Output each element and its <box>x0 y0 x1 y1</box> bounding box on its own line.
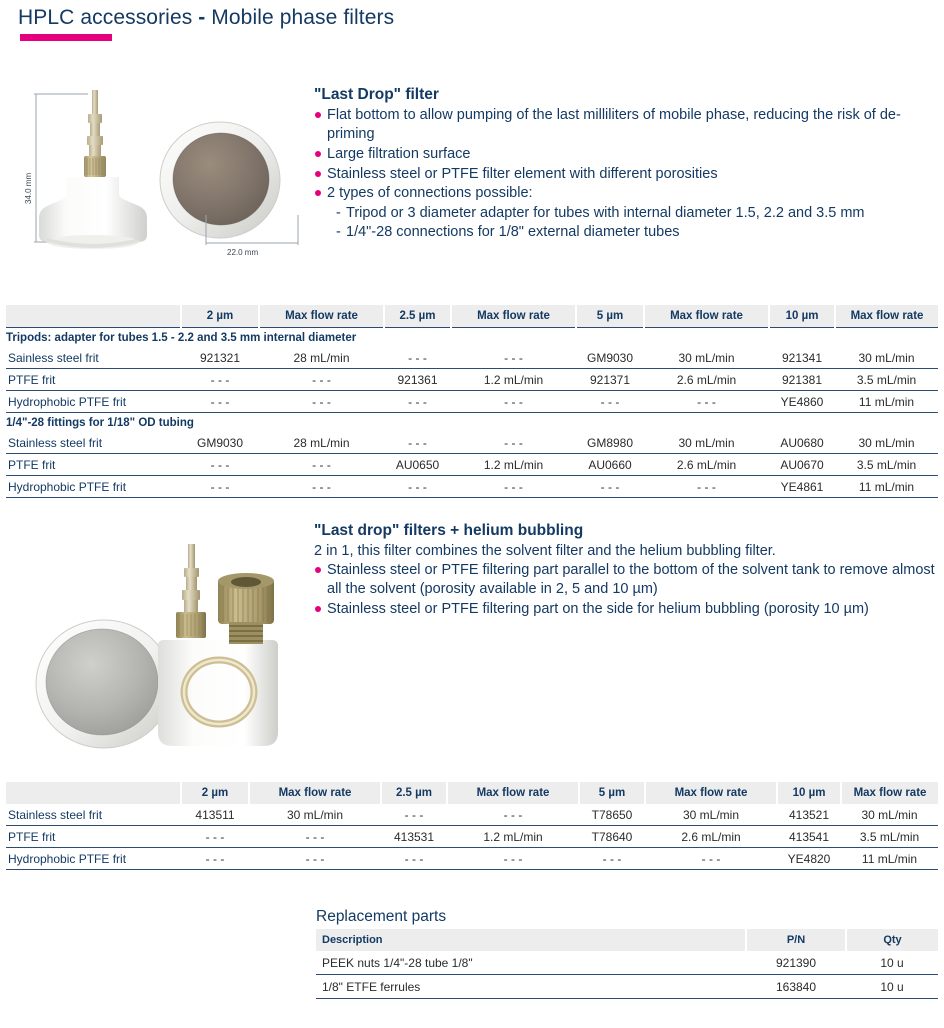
table1-section-header <box>6 328 938 348</box>
page-title-main: HPLC accessories <box>18 6 199 29</box>
cell: - - - <box>576 476 644 498</box>
cell: 11 mL/min <box>835 476 938 498</box>
cell: - - - <box>447 848 579 870</box>
cell: AU0660 <box>576 454 644 476</box>
cell: 30 mL/min <box>682 807 740 822</box>
page-title <box>18 6 394 30</box>
table-row <box>6 804 938 826</box>
cell: 1.2 mL/min <box>451 454 576 476</box>
table1-col-flow-10um: Max flow rate <box>835 305 938 328</box>
cell: 2.6 mL/min <box>644 454 769 476</box>
cell: - - - <box>644 476 769 498</box>
cell: - - - <box>504 350 523 365</box>
cell: YE4861 <box>769 476 835 498</box>
cell: - - - <box>181 848 249 870</box>
replacement-parts-section <box>316 908 938 999</box>
table1-header-row <box>6 305 938 328</box>
list-item: 2 types of connections possible: <box>314 184 936 203</box>
cell: 11 mL/min <box>841 848 938 870</box>
row-label: Hydrophobic PTFE frit <box>6 391 181 413</box>
table1-section-label-tripods: Tripods: adapter for tubes 1.5 - 2.2 and 3.5 mm internal diameter <box>6 328 938 348</box>
cell: - - - <box>576 391 644 413</box>
cell: - - - <box>259 391 384 413</box>
product1-feature-list <box>314 106 936 203</box>
cell: AU0670 <box>769 454 835 476</box>
table1-col-10um: 10 µm <box>769 305 835 328</box>
cell: 413531 <box>381 826 447 848</box>
cell: 413511 <box>195 807 235 822</box>
table-row <box>6 347 938 369</box>
cell: - - - <box>384 391 451 413</box>
cell: - - - <box>259 476 384 498</box>
cell: - - - <box>181 476 259 498</box>
table2-header-row <box>6 782 938 804</box>
filter-illustration-svg <box>8 82 308 287</box>
table2-col-flow-10um: Max flow rate <box>841 782 938 804</box>
cell: - - - <box>259 369 384 391</box>
table-row <box>6 826 938 848</box>
cell: - - - <box>504 435 523 450</box>
cell: - - - <box>259 454 384 476</box>
table1-col-flow-2um: Max flow rate <box>259 305 384 328</box>
row-label: Stainless steel frit <box>8 435 103 450</box>
table-row <box>6 848 938 870</box>
table2-col-flow-5um: Max flow rate <box>645 782 777 804</box>
cell: YE4820 <box>777 848 841 870</box>
replacement-col-description: Description <box>316 929 746 951</box>
cell: 30 mL/min <box>678 435 735 450</box>
row-label: PEEK nuts 1/4"-28 tube 1/8" <box>322 955 473 970</box>
cell: - - - <box>249 826 381 848</box>
cell: - - - <box>644 391 769 413</box>
specification-table-helium-bubbling <box>6 782 938 870</box>
table2-col-5um: 5 µm <box>579 782 645 804</box>
cell: 10 u <box>880 955 904 970</box>
cell: 30 mL/min <box>858 350 915 365</box>
list-item: Large filtration surface <box>314 145 936 164</box>
cell: 413541 <box>777 826 841 848</box>
cell: 30 mL/min <box>861 807 918 822</box>
cell: GM8980 <box>586 435 634 450</box>
product2-feature-list <box>314 561 936 619</box>
cell: 921381 <box>769 369 835 391</box>
row-label: PTFE frit <box>6 369 181 391</box>
list-item: Flat bottom to allow pumping of the last milliliters of mobile phase, reducing the risk of de-priming <box>314 106 936 144</box>
table2-col-10um: 10 µm <box>777 782 841 804</box>
table1-col-5um: 5 µm <box>576 305 644 328</box>
row-label: 1/8" ETFE ferrules <box>316 975 746 999</box>
replacement-col-pn: P/N <box>746 929 846 951</box>
cell: 3.5 mL/min <box>835 369 938 391</box>
cell: 28 mL/min <box>293 435 350 450</box>
page-title-dash: - <box>198 6 212 29</box>
cell: 921371 <box>576 369 644 391</box>
cell: 1.2 mL/min <box>451 369 576 391</box>
cell: - - - <box>451 391 576 413</box>
cell: - - - <box>503 807 523 822</box>
cell: 1.2 mL/min <box>447 826 579 848</box>
table1-col-2um: 2 µm <box>181 305 259 328</box>
table1-section-label-fittings: 1/4"-28 fittings for 1/18" OD tubing <box>6 413 938 433</box>
row-label: Sainless steel frit <box>8 350 99 365</box>
cell: 921361 <box>384 369 451 391</box>
table-row <box>6 391 938 413</box>
cell: 921390 <box>775 955 817 970</box>
last-drop-filter-photo <box>8 82 308 287</box>
cell: T78650 <box>591 807 633 822</box>
cell: - - - <box>645 848 777 870</box>
list-item: Stainless steel or PTFE filtering part on the side for helium bubbling (porosity 10 µm) <box>314 600 936 619</box>
table1-section-header <box>6 413 938 433</box>
last-drop-helium-bubbling-photo <box>22 532 310 760</box>
list-item: Stainless steel or PTFE filtering part parallel to the bottom of the solvent tank to remove almost all the solvent (porosity available in 2, 5 and 10 µm) <box>314 561 936 599</box>
cell: GM9030 <box>196 435 244 450</box>
table-row <box>6 476 938 498</box>
row-label: Stainless steel frit <box>8 807 103 822</box>
table-row <box>316 951 938 975</box>
product2-heading: "Last drop" filters + helium bubbling <box>314 522 584 539</box>
cell: 11 mL/min <box>835 391 938 413</box>
cell: - - - <box>451 476 576 498</box>
cell: YE4860 <box>769 391 835 413</box>
product1-subfeature-list <box>336 204 936 242</box>
title-underline-bar <box>20 34 112 41</box>
row-label: PTFE frit <box>6 826 181 848</box>
row-label: Hydrophobic PTFE frit <box>6 848 181 870</box>
dimension-height-label: 34.0 mm <box>24 172 33 204</box>
cell: 30 mL/min <box>678 350 735 365</box>
table2-col-blank <box>6 782 181 804</box>
cell: - - - <box>181 454 259 476</box>
cell: 10 u <box>846 975 938 999</box>
cell: - - - <box>181 369 259 391</box>
cell: - - - <box>181 826 249 848</box>
cell: AU0650 <box>384 454 451 476</box>
row-label: PTFE frit <box>6 454 181 476</box>
cell: 413521 <box>788 807 830 822</box>
page-title-sub: Mobile phase filters <box>211 6 395 29</box>
table2-col-flow-2um: Max flow rate <box>249 782 381 804</box>
cell: 28 mL/min <box>293 350 350 365</box>
cell: 921341 <box>781 350 823 365</box>
list-item: - Tripod or 3 diameter adapter for tubes with internal diameter 1.5, 2.2 and 3.5 mm <box>336 204 936 223</box>
cell: 30 mL/min <box>858 435 915 450</box>
product-description-helium-bubbling <box>314 522 936 619</box>
cell: - - - <box>249 848 381 870</box>
cell: - - - <box>384 476 451 498</box>
table2-col-flow-25um: Max flow rate <box>447 782 579 804</box>
cell: 921321 <box>199 350 241 365</box>
specification-table-last-drop-filter <box>6 305 938 498</box>
table-row <box>316 975 938 999</box>
table1-col-blank <box>6 305 181 328</box>
cell: - - - <box>404 807 424 822</box>
replacement-parts-title: Replacement parts <box>316 908 447 925</box>
cell: 3.5 mL/min <box>835 454 938 476</box>
cell: 3.5 mL/min <box>841 826 938 848</box>
cell: AU0680 <box>780 435 824 450</box>
list-item: - 1/4"-28 connections for 1/8" external diameter tubes <box>336 223 936 242</box>
dimension-width-label: 22.0 mm <box>227 248 259 257</box>
cell: 2.6 mL/min <box>645 826 777 848</box>
table1-col-flow-25um: Max flow rate <box>451 305 576 328</box>
table1-col-flow-5um: Max flow rate <box>644 305 769 328</box>
table1-col-25um: 2.5 µm <box>384 305 451 328</box>
cell: - - - <box>579 848 645 870</box>
table2-col-25um: 2.5 µm <box>381 782 447 804</box>
cell: 2.6 mL/min <box>644 369 769 391</box>
cell: - - - <box>408 350 427 365</box>
product1-heading: "Last Drop" filter <box>314 86 439 103</box>
product2-lead-text: 2 in 1, this filter combines the solvent filter and the helium bubbling filter. <box>314 543 776 559</box>
list-item: Stainless steel or PTFE filter element with different porosities <box>314 165 936 184</box>
replacement-parts-table <box>316 929 938 999</box>
table-row <box>6 432 938 454</box>
table-row <box>6 454 938 476</box>
product-description-last-drop-filter <box>314 86 936 242</box>
cell: - - - <box>381 848 447 870</box>
table2-col-2um: 2 µm <box>181 782 249 804</box>
cell: - - - <box>408 435 427 450</box>
cell: 163840 <box>746 975 846 999</box>
cell: GM9030 <box>586 350 634 365</box>
replacement-col-qty: Qty <box>846 929 938 951</box>
row-label: Hydrophobic PTFE frit <box>6 476 181 498</box>
replacement-header-row <box>316 929 938 951</box>
table-row <box>6 369 938 391</box>
cell: T78640 <box>579 826 645 848</box>
cell: - - - <box>181 391 259 413</box>
helium-filter-illustration-svg <box>22 532 310 760</box>
cell: 30 mL/min <box>286 807 344 822</box>
